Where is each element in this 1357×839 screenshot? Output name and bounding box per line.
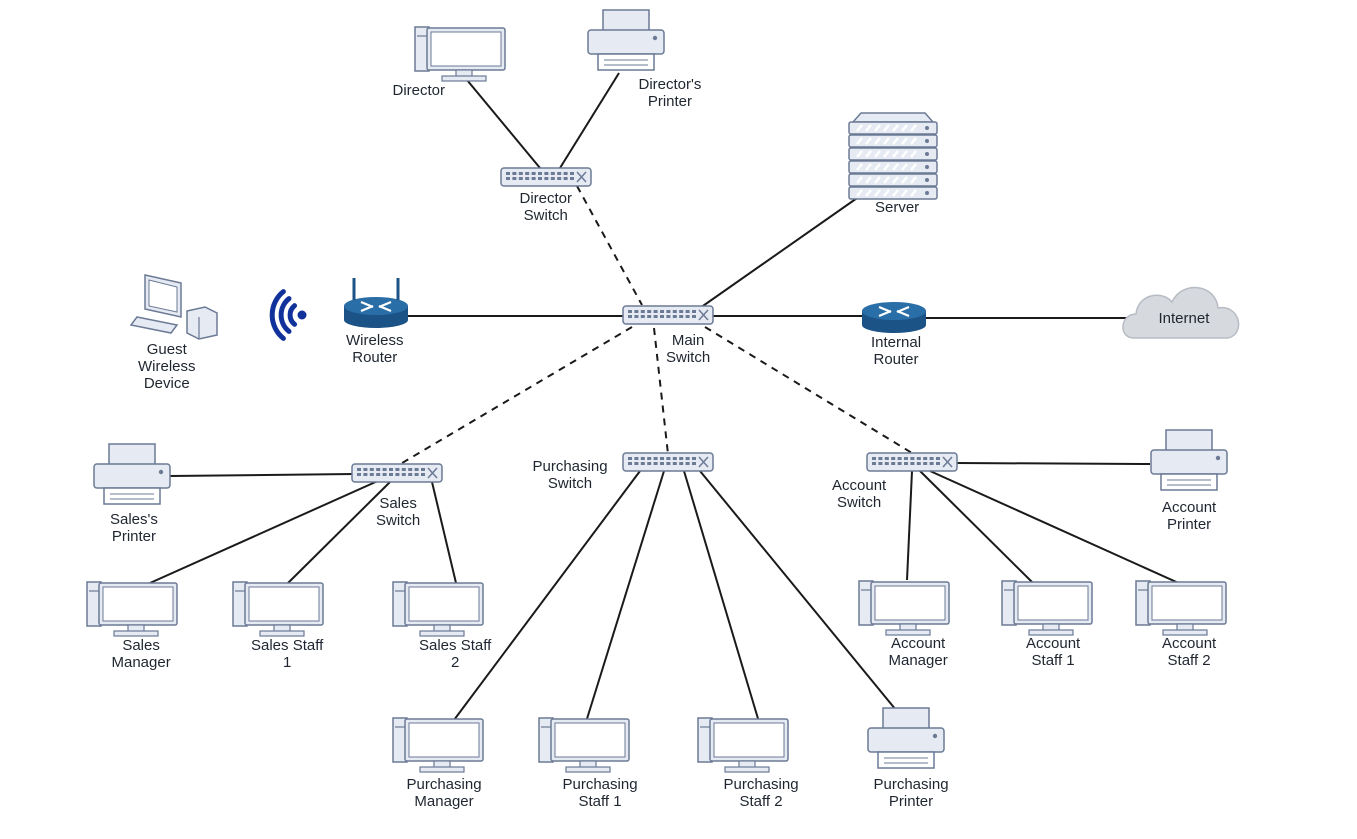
purchasing-staff-2-label-line: Staff 2 xyxy=(739,793,783,810)
guest-device-label-line: Device xyxy=(143,375,190,392)
main-switch-label-line: Main xyxy=(671,332,705,349)
account-printer-label xyxy=(1162,499,1216,533)
main-switch-node[interactable] xyxy=(623,306,713,324)
link-sales-printer-to-sales-switch xyxy=(170,474,354,476)
printer-icon xyxy=(588,10,664,70)
purchasing-staff-2-label-line: Purchasing xyxy=(723,776,799,793)
account-staff-2-node[interactable] xyxy=(1136,581,1226,635)
link-director-switch-to-main-switch xyxy=(577,186,642,305)
network-switch-icon xyxy=(352,464,442,482)
sales-printer-label xyxy=(110,511,158,545)
director-switch-label xyxy=(520,190,573,224)
account-printer-label-line: Printer xyxy=(1167,516,1212,533)
server-node[interactable] xyxy=(849,113,937,199)
link-account-printer-to-account-switch xyxy=(956,463,1150,464)
purchasing-staff-1-node[interactable] xyxy=(539,718,629,772)
desktop-computer-icon xyxy=(393,582,483,636)
server-rack-icon xyxy=(849,113,937,199)
sales-manager-label-line: Sales xyxy=(122,637,160,654)
purchasing-staff-2-label xyxy=(724,776,799,810)
sales-manager-label-line: Manager xyxy=(111,654,171,671)
wireless-router-label xyxy=(346,332,404,366)
desktop-computer-icon xyxy=(233,582,323,636)
account-staff-2-label xyxy=(1162,635,1216,669)
server-label xyxy=(875,199,919,216)
sales-switch-label-line: Sales xyxy=(379,495,417,512)
account-staff-2-label-line: Staff 2 xyxy=(1167,652,1211,669)
wifi-signal-icon xyxy=(272,292,306,339)
internal-router-label-line: Router xyxy=(873,351,919,368)
sales-staff-1-label-line: Sales Staff xyxy=(251,637,324,654)
account-switch-label xyxy=(832,477,886,511)
sales-printer-label-line: Printer xyxy=(111,528,157,545)
purchasing-switch-label-line: Switch xyxy=(547,475,593,492)
account-manager-label-line: Account xyxy=(891,635,946,652)
director-label-line: Director xyxy=(392,82,446,99)
purchasing-staff-1-label-line: Staff 1 xyxy=(578,793,622,810)
network-switch-icon xyxy=(501,168,591,186)
account-staff-1-node[interactable] xyxy=(1002,581,1092,635)
sales-staff-2-node[interactable] xyxy=(393,582,483,636)
desktop-computer-icon xyxy=(698,718,788,772)
internal-router-node[interactable] xyxy=(862,302,926,333)
internet-label xyxy=(1159,310,1210,327)
director-node[interactable] xyxy=(415,27,505,81)
desktop-computer-icon xyxy=(393,718,483,772)
account-manager-label-line: Manager xyxy=(888,652,948,669)
purchasing-staff-2-node[interactable] xyxy=(698,718,788,772)
purchasing-printer-label-line: Printer xyxy=(888,793,934,810)
network-switch-icon xyxy=(623,453,713,471)
account-manager-label xyxy=(889,635,948,669)
desktop-computer-icon xyxy=(415,27,505,81)
account-staff-2-label-line: Account xyxy=(1162,635,1217,652)
purchasing-manager-label xyxy=(407,776,482,810)
sales-staff-2-label xyxy=(419,637,491,671)
link-sales-staff-2-to-sales-switch xyxy=(432,482,456,583)
desktop-computer-icon xyxy=(87,582,177,636)
link-sales-staff-1-to-sales-switch xyxy=(288,482,390,583)
link-account-manager-to-account-switch xyxy=(907,471,912,580)
internal-router-label-line: Internal xyxy=(871,334,922,351)
account-switch-label-line: Switch xyxy=(837,494,882,511)
guest-device-label xyxy=(138,341,196,392)
directors-printer-label-line: Printer xyxy=(647,93,693,110)
purchasing-switch-label xyxy=(533,458,608,492)
sales-printer-node[interactable] xyxy=(94,444,170,504)
sales-switch-label-line: Switch xyxy=(376,512,421,529)
account-printer-label-line: Account xyxy=(1162,499,1217,516)
guest-device-node[interactable] xyxy=(131,275,217,339)
purchasing-printer-node[interactable] xyxy=(868,708,944,768)
wireless-router-icon xyxy=(344,278,408,328)
account-staff-1-label xyxy=(1026,635,1080,669)
wifi-node[interactable] xyxy=(272,292,306,339)
link-main-switch-to-sales-switch xyxy=(397,327,632,466)
purchasing-switch-node[interactable] xyxy=(623,453,713,471)
director-switch-node[interactable] xyxy=(501,168,591,186)
sales-staff-1-node[interactable] xyxy=(233,582,323,636)
purchasing-manager-label-line: Purchasing xyxy=(406,776,482,793)
directors-printer-label xyxy=(639,76,702,110)
desktop-computer-icon xyxy=(859,581,949,635)
desktop-computer-icon xyxy=(131,275,217,339)
desktop-computer-icon xyxy=(1002,581,1092,635)
internal-router-label xyxy=(871,334,921,368)
directors-printer-label-line: Director's xyxy=(638,76,702,93)
directors-printer-node[interactable] xyxy=(588,10,664,70)
link-server-to-main-switch xyxy=(700,196,860,308)
account-printer-node[interactable] xyxy=(1151,430,1227,490)
desktop-computer-icon xyxy=(539,718,629,772)
director-switch-label-line: Director xyxy=(519,190,573,207)
sales-staff-1-label xyxy=(251,637,323,671)
director-label xyxy=(393,82,446,99)
link-director-to-director-switch xyxy=(467,80,540,168)
purchasing-staff-1-label-line: Purchasing xyxy=(562,776,638,793)
account-switch-node[interactable] xyxy=(867,453,957,471)
account-staff-1-label-line: Staff 1 xyxy=(1031,652,1075,669)
purchasing-printer-label-line: Purchasing xyxy=(873,776,949,793)
purchasing-manager-node[interactable] xyxy=(393,718,483,772)
main-switch-label-line: Switch xyxy=(666,349,711,366)
account-staff-1-label-line: Account xyxy=(1026,635,1081,652)
guest-device-label-line: Guest xyxy=(146,341,187,358)
router-icon xyxy=(862,302,926,333)
main-switch-label xyxy=(666,332,710,366)
guest-device-label-line: Wireless xyxy=(138,358,196,375)
network-switch-icon xyxy=(623,306,713,324)
server-label-line: Server xyxy=(875,199,920,216)
printer-icon xyxy=(1151,430,1227,490)
account-switch-label-line: Account xyxy=(832,477,887,494)
internet-label-line: Internet xyxy=(1158,310,1210,327)
sales-manager-node[interactable] xyxy=(87,582,177,636)
wireless-router-node[interactable] xyxy=(344,278,408,328)
link-directors-printer-to-director-switch xyxy=(560,73,619,168)
printer-icon xyxy=(94,444,170,504)
sales-staff-2-label-line: 2 xyxy=(450,654,460,671)
purchasing-printer-label xyxy=(874,776,949,810)
link-sales-manager-to-sales-switch xyxy=(150,480,380,583)
account-manager-node[interactable] xyxy=(859,581,949,635)
sales-staff-2-label-line: Sales Staff xyxy=(419,637,492,654)
sales-manager-label xyxy=(112,637,171,671)
link-purchasing-staff-2-to-purchasing-switch xyxy=(684,471,759,722)
wireless-router-label-line: Router xyxy=(352,349,398,366)
wireless-router-label-line: Wireless xyxy=(346,332,404,349)
sales-printer-label-line: Sales's xyxy=(110,511,158,528)
purchasing-switch-label-line: Purchasing xyxy=(532,458,608,475)
printer-icon xyxy=(868,708,944,768)
purchasing-manager-label-line: Manager xyxy=(414,793,474,810)
link-account-staff-1-to-account-switch xyxy=(920,471,1033,583)
director-switch-label-line: Switch xyxy=(523,207,568,224)
sales-staff-1-label-line: 1 xyxy=(282,654,292,671)
sales-switch-node[interactable] xyxy=(352,464,442,482)
link-purchasing-staff-1-to-purchasing-switch xyxy=(586,471,664,722)
purchasing-staff-1-label xyxy=(563,776,638,810)
sales-switch-label xyxy=(376,495,420,529)
desktop-computer-icon xyxy=(1136,581,1226,635)
network-switch-icon xyxy=(867,453,957,471)
link-account-staff-2-to-account-switch xyxy=(930,471,1183,585)
